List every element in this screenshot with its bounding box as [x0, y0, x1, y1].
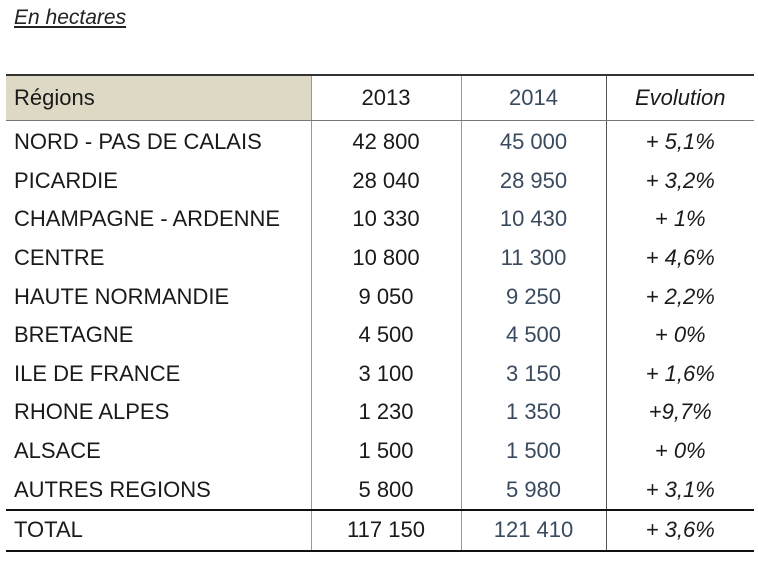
total-2014: 121 410	[461, 510, 606, 551]
region-cell: RHONE ALPES	[14, 399, 170, 425]
table-row	[6, 239, 754, 278]
header-2013: 2013	[311, 75, 461, 121]
value-2013-cell: 3 100	[311, 355, 461, 394]
value-2014-cell: 45 000	[461, 121, 606, 162]
region-cell: AUTRES REGIONS	[14, 476, 211, 502]
table-row	[6, 316, 754, 355]
region-cell: CHAMPAGNE - ARDENNE	[14, 206, 281, 232]
header-row	[6, 75, 754, 121]
region-cell: BRETAGNE	[14, 322, 134, 348]
value-2014-cell: 1 500	[461, 432, 606, 471]
evolution-cell: + 3,2%	[606, 162, 754, 201]
unit-note: En hectares	[14, 6, 127, 29]
value-2013-cell: 42 800	[311, 121, 461, 162]
table-body	[6, 121, 754, 510]
evolution-cell: + 2,2%	[606, 277, 754, 316]
value-2013-cell: 1 500	[311, 432, 461, 471]
value-2014-cell: 28 950	[461, 162, 606, 201]
evolution-cell: + 1%	[606, 200, 754, 239]
evolution-cell: + 3,1%	[606, 470, 754, 510]
evolution-cell: + 5,1%	[606, 121, 754, 162]
value-2013-cell: 10 330	[311, 200, 461, 239]
table-row	[6, 355, 754, 394]
value-2013-cell: 5 800	[311, 470, 461, 510]
value-2014-cell: 5 980	[461, 470, 606, 510]
value-2014-cell: 4 500	[461, 316, 606, 355]
table-row	[6, 277, 754, 316]
value-2013-cell: 1 230	[311, 393, 461, 432]
value-2014-cell: 1 350	[461, 393, 606, 432]
value-2014-cell: 3 150	[461, 355, 606, 394]
evolution-cell: + 1,6%	[606, 355, 754, 394]
evolution-cell: + 0%	[606, 432, 754, 471]
value-2014-cell: 9 250	[461, 277, 606, 316]
header-region: Régions	[6, 75, 311, 121]
table-row	[6, 162, 754, 201]
surface-table	[6, 74, 754, 552]
value-2013-cell: 10 800	[311, 239, 461, 278]
region-cell: HAUTE NORMANDIE	[14, 283, 230, 309]
table-row	[6, 432, 754, 471]
table-row	[6, 393, 754, 432]
evolution-cell: + 0%	[606, 316, 754, 355]
total-row	[6, 510, 754, 551]
table-header	[6, 75, 754, 121]
value-2014-cell: 11 300	[461, 239, 606, 278]
header-2014: 2014	[461, 75, 606, 121]
table-row	[6, 470, 754, 510]
header-evolution: Evolution	[606, 75, 754, 121]
value-2013-cell: 9 050	[311, 277, 461, 316]
table-row	[6, 121, 754, 162]
table-row	[6, 200, 754, 239]
region-cell: PICARDIE	[14, 167, 118, 193]
value-2013-cell: 28 040	[311, 162, 461, 201]
region-cell: NORD - PAS DE CALAIS	[14, 129, 262, 155]
region-cell: ILE DE FRANCE	[14, 360, 181, 386]
region-cell: CENTRE	[14, 245, 105, 271]
evolution-cell: + 4,6%	[606, 239, 754, 278]
total-2013: 117 150	[311, 510, 461, 551]
total-label: TOTAL	[6, 510, 311, 551]
value-2014-cell: 10 430	[461, 200, 606, 239]
table-footer	[6, 510, 754, 551]
value-2013-cell: 4 500	[311, 316, 461, 355]
region-cell: ALSACE	[14, 438, 101, 464]
total-evolution: + 3,6%	[606, 510, 754, 551]
evolution-cell: +9,7%	[606, 393, 754, 432]
